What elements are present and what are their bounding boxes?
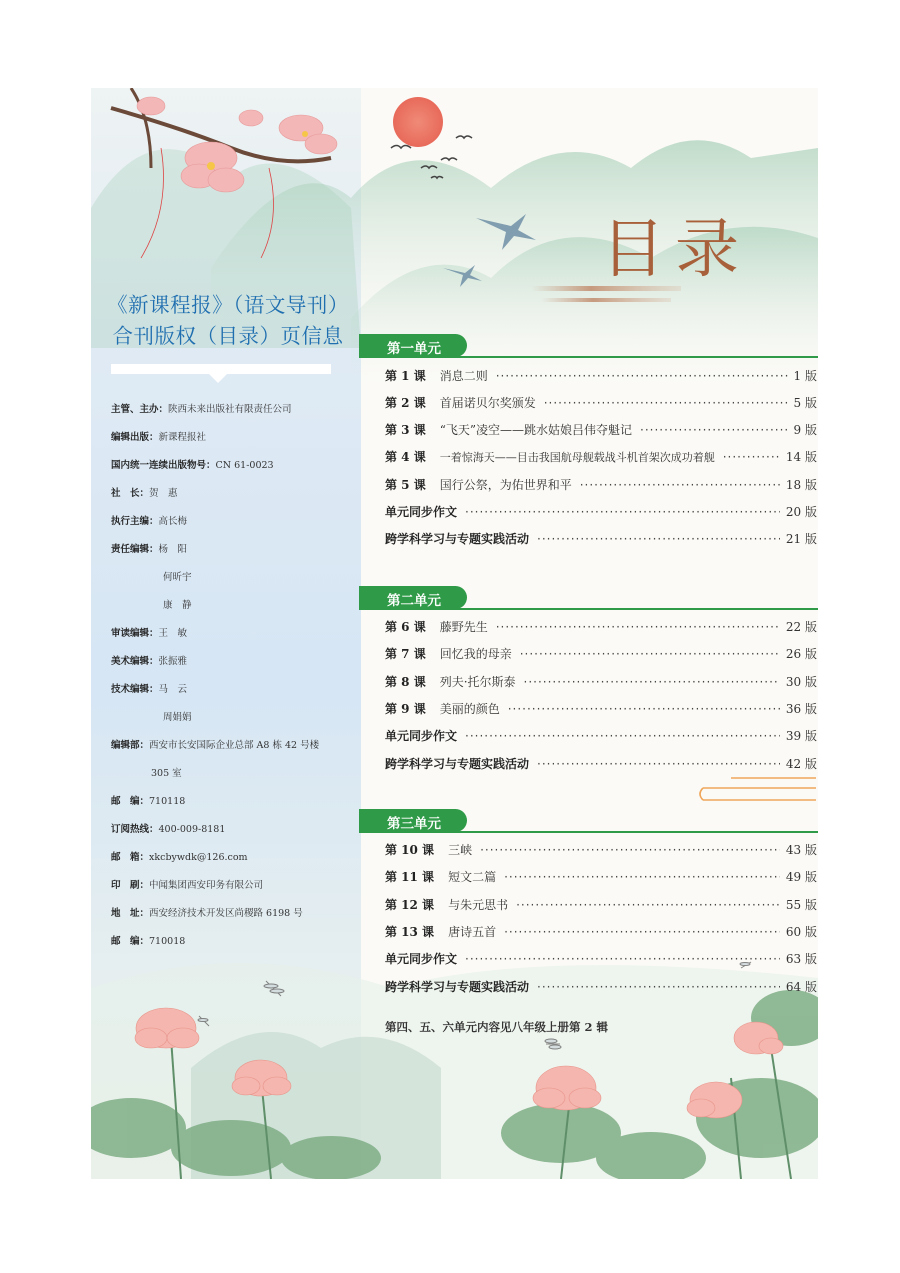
- info-row: 邮 编：710118: [111, 796, 186, 807]
- info-row: 责任编辑：杨 阳: [111, 544, 188, 555]
- divider-bar: [111, 364, 331, 374]
- info-row: 印 刷：中闻集团西安印务有限公司: [111, 880, 264, 891]
- title-line-1: 《新课程报》（语文导刊）: [107, 293, 349, 317]
- red-sun-icon: [393, 97, 443, 147]
- unit-header: [359, 809, 471, 832]
- page-title: 目录: [601, 213, 749, 287]
- info-row: 主管、主办：陕西未来出版社有限责任公司: [111, 404, 292, 415]
- toc-entry[interactable]: 第 1 课 消息二则 ····· 1 版: [385, 367, 817, 387]
- info-row: 地 址：西安经济技术开发区尚稷路 6198 号: [111, 908, 303, 919]
- info-row: 国内统一连续出版物号：CN 61-0023: [111, 460, 274, 471]
- footnote: 第四、五、六单元内容见八年级上册第 2 辑: [385, 1020, 609, 1034]
- divider-arrow: [209, 374, 227, 383]
- info-row: 邮 编：710018: [111, 936, 186, 947]
- toc-entry[interactable]: 第 11 课 短文二篇 ····· 49 版: [385, 868, 817, 888]
- brush-stroke: [541, 298, 671, 302]
- toc-entry[interactable]: 跨学科学习与专题实践活动 ····· 42 版: [385, 755, 817, 775]
- toc-entry[interactable]: 第 9 课 美丽的颜色 ····· 36 版: [385, 700, 817, 720]
- info-row: 技术编辑：马 云: [111, 684, 188, 695]
- info-row: 邮 箱：xkcbywdk@126.com: [111, 852, 248, 863]
- info-row: 编辑部：西安市长安国际企业总部 A8 栋 42 号楼: [111, 740, 320, 751]
- info-row: 康 静: [163, 600, 192, 611]
- toc-entry[interactable]: 第 13 课 唐诗五首 ····· 60 版: [385, 923, 817, 943]
- publication-title: [103, 290, 353, 352]
- info-row: 审读编辑：王 敏: [111, 628, 188, 639]
- unit-header: [359, 586, 471, 609]
- info-row: 美术编辑：张振雅: [111, 656, 188, 667]
- toc-entry[interactable]: 第 7 课 回忆我的母亲 ····· 26 版: [385, 645, 817, 665]
- info-row: 社 长：贺 惠: [111, 488, 178, 499]
- toc-entry[interactable]: 第 10 课 三峡 ····· 43 版: [385, 841, 817, 861]
- unit-label: 第一单元: [387, 341, 441, 357]
- cloud-icon: [700, 778, 816, 800]
- toc-entry[interactable]: 第 4 课 一着惊海天——目击我国航母舰载战斗机首架次成功着舰 ····· 14 版: [385, 448, 817, 468]
- toc-entry[interactable]: 单元同步作文 ····· 63 版: [385, 950, 817, 970]
- toc-entry[interactable]: 第 5 课 国行公祭，为佑世界和平 ····· 18 版: [385, 476, 817, 496]
- info-row: 订阅热线：400-009-8181: [111, 824, 226, 835]
- title-line-2: 合刊版权（目录）页信息: [112, 324, 344, 348]
- magazine-page: [91, 88, 818, 1179]
- toc-entry[interactable]: 第 3 课 “飞天”凌空——跳水姑娘吕伟夺魁记 ····· 9 版: [385, 421, 817, 441]
- toc-entry[interactable]: 第 2 课 首届诺贝尔奖颁发 ····· 5 版: [385, 394, 817, 414]
- unit-label: 第三单元: [387, 816, 441, 832]
- toc-entry[interactable]: 第 12 课 与朱元思书 ····· 55 版: [385, 896, 817, 916]
- toc-entry[interactable]: 第 6 课 藤野先生 ····· 22 版: [385, 618, 817, 638]
- info-row: 周娟娟: [163, 712, 192, 723]
- info-row: 编辑出版：新课程报社: [111, 432, 207, 443]
- toc-entry[interactable]: 单元同步作文 ····· 20 版: [385, 503, 817, 523]
- unit-header: [359, 334, 471, 357]
- toc-entry[interactable]: 第 8 课 列夫·托尔斯泰 ····· 30 版: [385, 673, 817, 693]
- info-row: 执行主编：高长梅: [111, 516, 188, 527]
- toc-entry[interactable]: 跨学科学习与专题实践活动 ····· 64 版: [385, 978, 817, 998]
- toc-entry[interactable]: 跨学科学习与专题实践活动 ····· 21 版: [385, 530, 817, 550]
- unit-label: 第二单元: [387, 593, 441, 609]
- info-row: 何昕宇: [163, 572, 192, 583]
- toc-entry[interactable]: 单元同步作文 ····· 39 版: [385, 727, 817, 747]
- info-row: 305 室: [151, 768, 182, 779]
